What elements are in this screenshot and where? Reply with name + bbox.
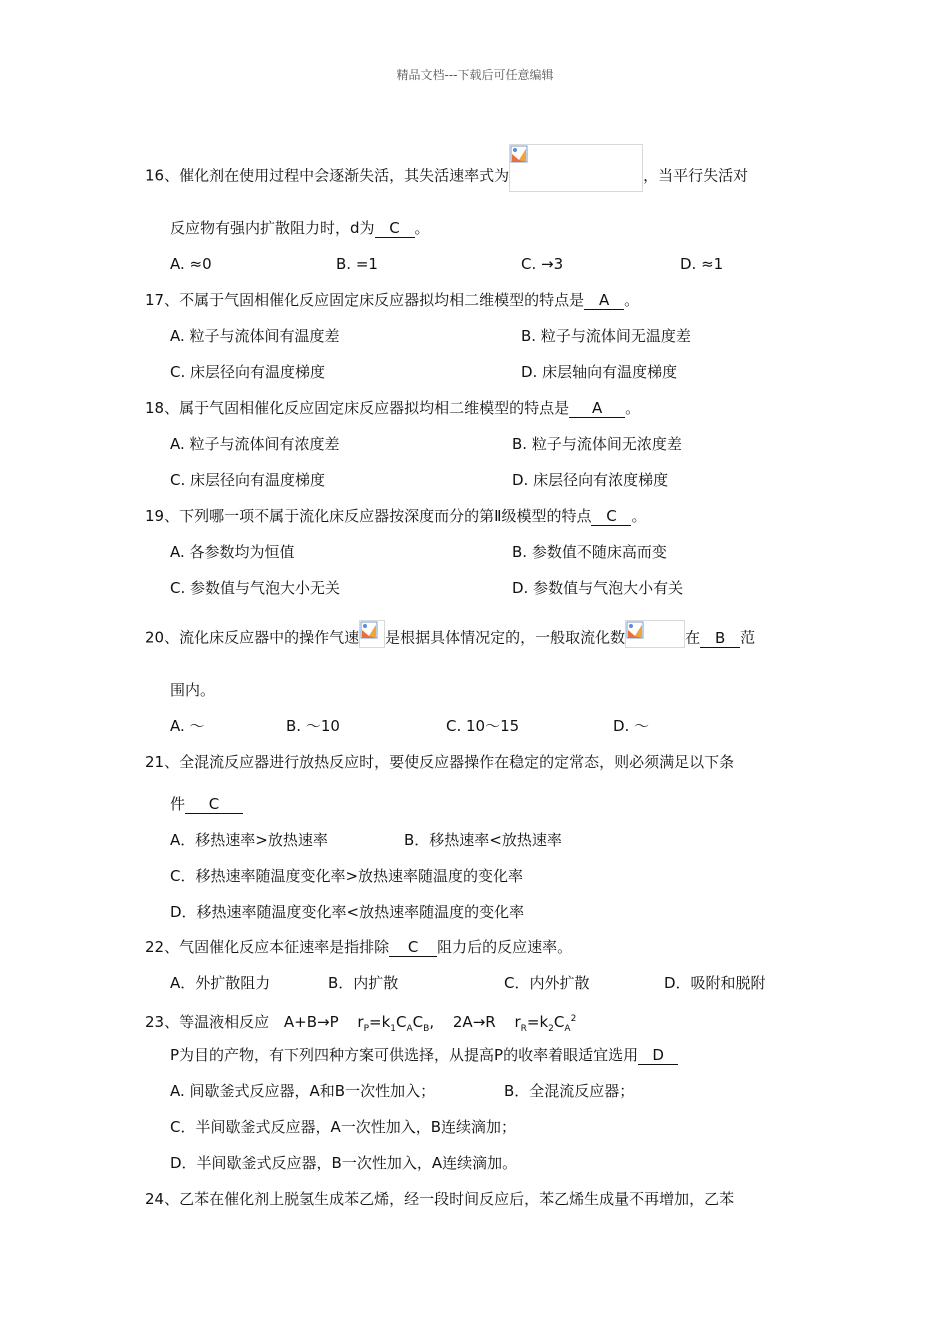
q22-text-a: 22、气固催化反应本征速率是指排除 [145, 938, 390, 956]
option-a: A. 粒子与流体间有浓度差 [170, 435, 340, 453]
rate-1-r: r [357, 1013, 364, 1031]
q17-text: 17、不属于气固相催化反应固定床反应器拟均相二维模型的特点是 [145, 291, 585, 309]
answer-blank: A [569, 400, 625, 418]
option-d: D. 床层径向有浓度梯度 [512, 471, 669, 489]
rate-2-c: C [553, 1013, 565, 1031]
reaction-1: A+B→P [283, 1013, 339, 1031]
question-19-stem [145, 506, 647, 526]
question-16-continuation [170, 218, 430, 238]
question-21-continuation [170, 794, 243, 814]
question-17-stem [145, 290, 639, 310]
question-23-stem [145, 1009, 576, 1039]
rate-1-cb-sub: B [423, 1024, 430, 1034]
option-c: C. →3 [521, 255, 564, 273]
question-20-continuation: 围内。 [170, 681, 216, 699]
option-c: C. 床层径向有温度梯度 [170, 363, 326, 381]
question-16-stem [145, 152, 748, 200]
q16-text-b: ，当平行失活对 [643, 166, 749, 185]
question-20-stem [145, 624, 755, 652]
option-a: A．移热速率>放热速率 [170, 831, 328, 849]
rate-2-eq: =k [526, 1013, 549, 1031]
option-d: D．移热速率随温度变化率<放热速率随温度的变化率 [170, 903, 525, 921]
rate-2-ca-sub: A [564, 1024, 571, 1034]
option-c: C．内外扩散 [504, 974, 590, 992]
q17-end: 。 [624, 291, 640, 309]
option-b: B. 粒子与流体间无温度差 [521, 327, 691, 345]
rate-1-c: C [396, 1013, 407, 1031]
q16-text-a: 16、催化剂在使用过程中会逐渐失活，其失活速率式为 [145, 166, 510, 185]
option-b: B. 参数值不随床高而变 [512, 543, 667, 561]
option-a: A. 各参数均为恒值 [170, 543, 295, 561]
q20-text-d: 范 [740, 628, 756, 647]
option-d: D．吸附和脱附 [664, 974, 766, 992]
question-24-stem: 24、乙苯在催化剂上脱氢生成苯乙烯，经一段时间反应后，苯乙烯生成量不再增加，乙苯 [145, 1190, 735, 1208]
rate-1-c2: C [412, 1013, 424, 1031]
option-d: D. ≈1 [680, 255, 724, 273]
option-d: D. ～ [613, 717, 650, 735]
answer-blank: C [389, 939, 437, 957]
option-d: D. 床层轴向有温度梯度 [521, 363, 678, 381]
q16-cont-b: 。 [414, 219, 430, 237]
option-a: A. ≈0 [170, 255, 212, 273]
option-b: B．全混流反应器； [504, 1082, 635, 1100]
rate-1-eq: =k [369, 1013, 391, 1031]
answer-blank: A [584, 292, 624, 310]
reaction-2: 2A→R [452, 1013, 496, 1031]
question-23-line2 [170, 1045, 678, 1065]
option-b: B. ～10 [286, 717, 340, 735]
answer-blank: B [700, 630, 740, 648]
rate-2-r: r [514, 1013, 521, 1031]
question-18-stem [145, 398, 640, 418]
answer-blank: C [375, 220, 415, 238]
rate-1 [357, 1013, 435, 1034]
option-c: C．半间歇釜式反应器，A一次性加入，B连续滴加； [170, 1118, 517, 1136]
answer-blank: C [591, 508, 631, 526]
q18-text: 18、属于气固相催化反应固定床反应器拟均相二维模型的特点是 [145, 399, 570, 417]
answer-blank: D [638, 1047, 678, 1065]
q23-line2-text: P为目的产物，有下列四种方案可供选择，从提高P的收率着眼适宜选用 [170, 1046, 639, 1064]
q20-text-b: 是根据具体情况定的，一般取流化数 [385, 628, 626, 647]
rate-2-k-sub: 2 [548, 1024, 554, 1034]
option-d: D．半间歇釜式反应器，B一次性加入，A连续滴加。 [170, 1154, 518, 1172]
q19-text: 19、下列哪一项不属于流化床反应器按深度而分的第Ⅱ级模型的特点 [145, 507, 592, 525]
broken-image-icon [359, 620, 385, 648]
option-c: C. 床层径向有温度梯度 [170, 471, 326, 489]
option-a: A．外扩散阻力 [170, 974, 271, 992]
option-b: B. 粒子与流体间无浓度差 [512, 435, 682, 453]
option-b: B. =1 [336, 255, 378, 273]
option-c: C．移热速率随温度变化率>放热速率随温度的变化率 [170, 867, 524, 885]
option-a: A. 粒子与流体间有温度差 [170, 327, 340, 345]
rate-1-end: , [429, 1013, 435, 1031]
broken-image-icon [509, 144, 643, 192]
option-b: B．移热速率<放热速率 [404, 831, 562, 849]
broken-image-icon [625, 620, 685, 648]
rate-1-k-sub: 1 [390, 1024, 396, 1034]
question-22-stem [145, 937, 572, 957]
question-21-stem: 21、全混流反应器进行放热反应时，要使反应器操作在稳定的定常态，则必须满足以下条 [145, 753, 735, 771]
option-a: A. ～ [170, 717, 205, 735]
q21-cont: 件 [170, 795, 186, 813]
q19-end: 。 [631, 507, 647, 525]
q23-text: 23、等温液相反应 [145, 1013, 270, 1031]
q20-text-c: 在 [685, 628, 701, 647]
q22-text-b: 阻力后的反应速率。 [437, 938, 573, 956]
option-c: C. 参数值与气泡大小无关 [170, 579, 341, 597]
rate-2-sub: R [520, 1024, 527, 1034]
rate-2-sup: 2 [570, 1014, 577, 1024]
q18-end: 。 [625, 399, 641, 417]
page-header: 精品文档---下载后可任意编辑 [396, 68, 554, 82]
q20-text-a: 20、流化床反应器中的操作气速 [145, 628, 360, 647]
option-a: A. 间歇釜式反应器，A和B一次性加入； [170, 1082, 436, 1100]
rate-1-sub: P [363, 1024, 369, 1034]
rate-2 [514, 1013, 577, 1034]
q16-cont-a: 反应物有强内扩散阻力时，d为 [170, 219, 375, 237]
option-d: D. 参数值与气泡大小有关 [512, 579, 684, 597]
answer-blank: C [185, 796, 243, 814]
option-b: B．内扩散 [328, 974, 399, 992]
option-c: C. 10～15 [446, 717, 520, 735]
rate-1-ca-sub: A [406, 1024, 413, 1034]
